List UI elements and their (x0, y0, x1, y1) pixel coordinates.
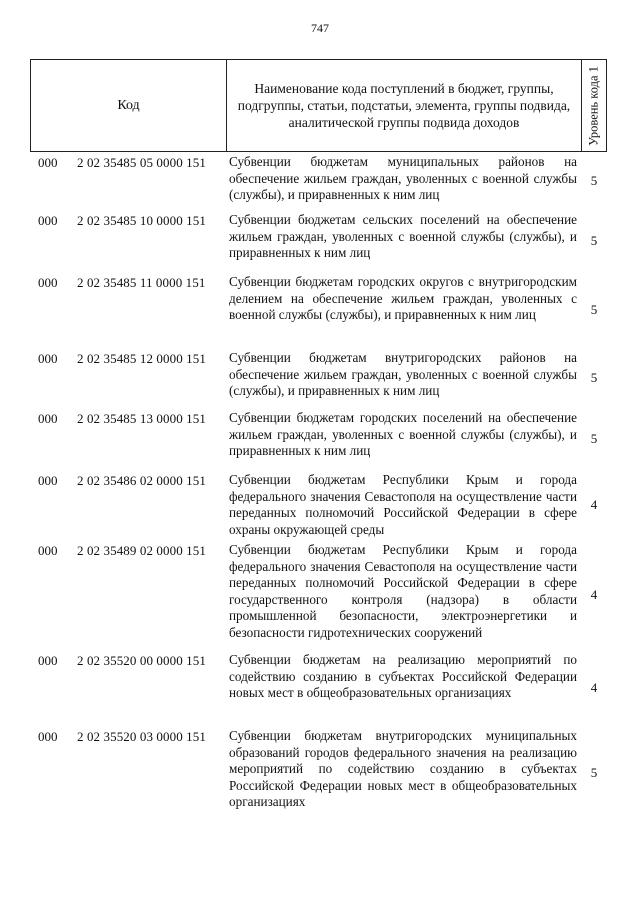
income-code: 2 02 35485 10 0000 151 (77, 213, 206, 228)
header-level-label: Уровень кода 1 (586, 65, 601, 146)
code-level: 4 (590, 587, 598, 602)
code-level: 5 (590, 370, 598, 385)
income-name: Субвенции бюджетам на реализацию мероприятий по содействию созданию в субъектах Российской Федерации новых мест в общеобразовательных организациях (229, 652, 577, 700)
table-row (30, 348, 607, 408)
header-code: Код (31, 60, 227, 151)
income-name: Субвенции бюджетам городских округов с внутригородским делением на обеспечение жильем граждан, уволенных с военной службы (службы), и приравненных к ним лиц (229, 274, 577, 322)
income-code: 2 02 35486 02 0000 151 (77, 473, 206, 488)
admin-code: 000 (38, 653, 58, 668)
income-name: Субвенции бюджетам внутригородских районов на обеспечение жильем граждан, уволенных с военной службы (службы), и приравненных к ним лиц (229, 350, 577, 398)
income-name: Субвенции бюджетам городских поселений на обеспечение жильем граждан, уволенных с военной службы (службы), и приравненных к ним лиц (229, 410, 577, 458)
table-row (30, 408, 607, 470)
income-code: 2 02 35485 12 0000 151 (77, 351, 206, 366)
table-row (30, 210, 607, 272)
table-row (30, 272, 607, 348)
table-row (30, 152, 607, 210)
admin-code: 000 (38, 155, 58, 170)
table-row (30, 540, 607, 650)
code-level: 4 (590, 680, 598, 695)
admin-code: 000 (38, 411, 58, 426)
income-name: Субвенции бюджетам муниципальных районов на обеспечение жильем граждан, уволенных с военной службы (службы), и приравненных к ним лиц (229, 154, 577, 202)
income-name: Субвенции бюджетам Республики Крым и города федерального значения Севастополя на осуществление части переданных полномочий Российской Федерации в сфере охраны окружающей среды (229, 472, 577, 537)
income-code: 2 02 35485 05 0000 151 (77, 155, 206, 170)
admin-code: 000 (38, 729, 58, 744)
admin-code: 000 (38, 473, 58, 488)
income-code: 2 02 35489 02 0000 151 (77, 543, 206, 558)
income-code: 2 02 35485 13 0000 151 (77, 411, 206, 426)
code-level: 5 (590, 765, 598, 780)
income-name: Субвенции бюджетам внутригородских муниципальных образований городов федерального значения на реализацию мероприятий по содействию созданию в субъектах Российской Федерации новых мест в общеобразовательных организациях (229, 728, 577, 809)
table-row (30, 470, 607, 540)
income-code: 2 02 35520 00 0000 151 (77, 653, 206, 668)
page-number: 747 (311, 21, 329, 35)
admin-code: 000 (38, 275, 58, 290)
table-row (30, 726, 607, 820)
code-level: 5 (590, 302, 598, 317)
table-header (30, 59, 607, 152)
admin-code: 000 (38, 543, 58, 558)
table-body (30, 152, 607, 820)
code-level: 5 (590, 431, 598, 446)
income-code: 2 02 35520 03 0000 151 (77, 729, 206, 744)
header-level (582, 60, 606, 151)
income-name: Субвенции бюджетам сельских поселений на обеспечение жильем граждан, уволенных с военной службы (службы), и приравненных к ним лиц (229, 212, 577, 260)
admin-code: 000 (38, 213, 58, 228)
admin-code: 000 (38, 351, 58, 366)
income-code: 2 02 35485 11 0000 151 (77, 275, 206, 290)
code-level: 5 (590, 173, 598, 188)
table-row (30, 650, 607, 726)
code-level: 4 (590, 497, 598, 512)
header-name: Наименование кода поступлений в бюджет, группы, подгруппы, статьи, подстатьи, элемента, группы подвида, аналитической группы подвида доходов (227, 60, 582, 151)
code-level: 5 (590, 233, 598, 248)
income-name: Субвенции бюджетам Республики Крым и города федерального значения Севастополя на осуществление части переданных полномочий Российской Федерации в сфере государственного контроля (надзора) в области промышленной безопасности, электроэнергетики и безопасности гидротехнических сооружений (229, 542, 577, 640)
